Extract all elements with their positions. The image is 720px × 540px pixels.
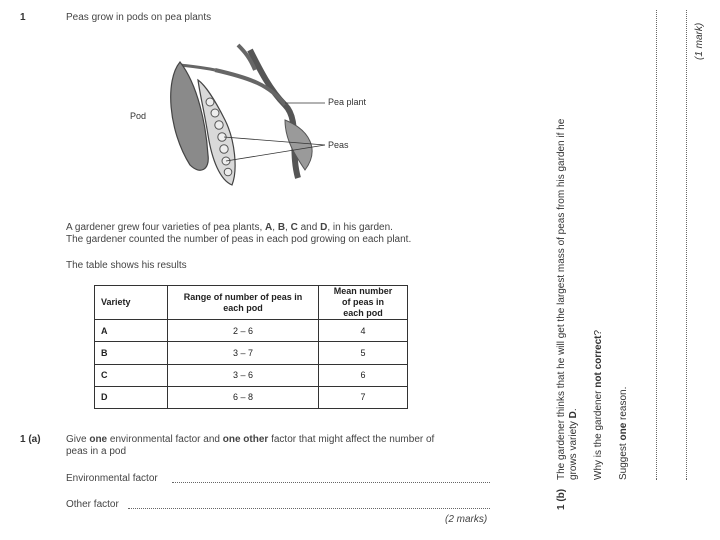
part-b-bold-one: one [618,422,629,441]
cell-mean: 5 [319,342,408,364]
label-pea-plant: Pea plant [328,97,367,107]
para-end: , in his garden. [327,222,393,233]
question-intro: Peas grow in pods on pea plants [66,12,212,23]
part-b-number: 1 (b) [556,488,567,510]
pea [215,121,223,129]
part-b-line-1: The gardener thinks that he will get the largest mass of peas from his garden if he [556,118,567,480]
part-b-text: ? [593,329,604,336]
variety-c-bold: C [290,222,298,233]
para-sep: , [272,222,278,233]
part-a-line-1 [66,434,434,445]
cell-variety: B [95,342,168,364]
cell-range: 3 – 7 [168,342,319,364]
cell-range: 2 – 6 [168,320,319,342]
table-row [95,364,408,386]
part-b-bold-d: D [568,411,579,419]
part-a-bold-one: one [89,434,108,445]
pea [206,98,214,106]
part-a-text: Give [66,434,90,445]
other-factor-answer-line[interactable] [128,508,490,509]
header-range: Range of number of peas in each pod [168,286,319,320]
part-b-line-4 [618,387,629,480]
paragraph-line-2: The gardener counted the number of peas in each pod growing on each plant. [66,234,412,245]
results-table [94,285,408,409]
part-b-text: . [568,408,579,412]
variety-a-bold: A [265,222,273,233]
table-intro: The table shows his results [66,260,187,271]
part-b-answer-line-2[interactable] [686,10,687,480]
para-sep: , [285,222,291,233]
part-b-marks: (1 mark) [694,22,705,60]
leaf-shape [285,120,312,170]
part-a-line-2: peas in a pod [66,446,127,457]
pea-plant-figure [120,40,390,200]
pea [224,168,232,176]
part-b-line-2 [568,408,579,480]
question-number: 1 [20,12,26,23]
pea [211,109,219,117]
part-b-text: grows variety [568,418,579,480]
other-factor-label: Other factor [66,499,119,510]
variety-d-bold: D [320,222,328,233]
cell-mean: 6 [319,364,408,386]
part-b-line-3 [593,330,604,480]
cell-mean: 4 [319,320,408,342]
pea [220,145,228,153]
para-and: and [297,222,321,233]
cell-range: 6 – 8 [168,386,319,408]
part-a-text: environmental factor and [107,434,223,445]
paragraph-line-1 [66,222,393,233]
env-factor-answer-line[interactable] [172,482,490,483]
part-b-rotated [556,0,720,540]
part-a-marks: (2 marks) [445,514,488,525]
table-row [95,386,408,408]
table-row [95,320,408,342]
part-b-text: reason. [618,386,629,423]
env-factor-label: Environmental factor [66,473,158,484]
cell-mean: 7 [319,386,408,408]
part-b-answer-line-1[interactable] [656,10,657,480]
plant-stem [250,50,298,178]
pod-large [171,62,209,170]
part-a-number: 1 (a) [20,434,41,445]
part-b-text: Why is the gardener [593,387,604,480]
part-a-bold-one-other: one other [222,434,269,445]
para-text: A gardener grew four varieties of pea plants, [66,222,266,233]
table-row [95,342,408,364]
cell-variety: C [95,364,168,386]
cell-range: 3 – 6 [168,364,319,386]
header-mean: Mean number of peas in each pod [319,286,408,320]
cell-variety: A [95,320,168,342]
variety-b-bold: B [277,222,286,233]
cell-variety: D [95,386,168,408]
part-b-bold-not-correct: not correct [593,335,604,388]
part-b-text: Suggest [618,440,629,480]
part-a-text: factor that might affect the number of [268,434,435,445]
header-variety: Variety [95,286,168,320]
label-pod: Pod [130,111,147,121]
label-peas: Peas [328,140,349,150]
